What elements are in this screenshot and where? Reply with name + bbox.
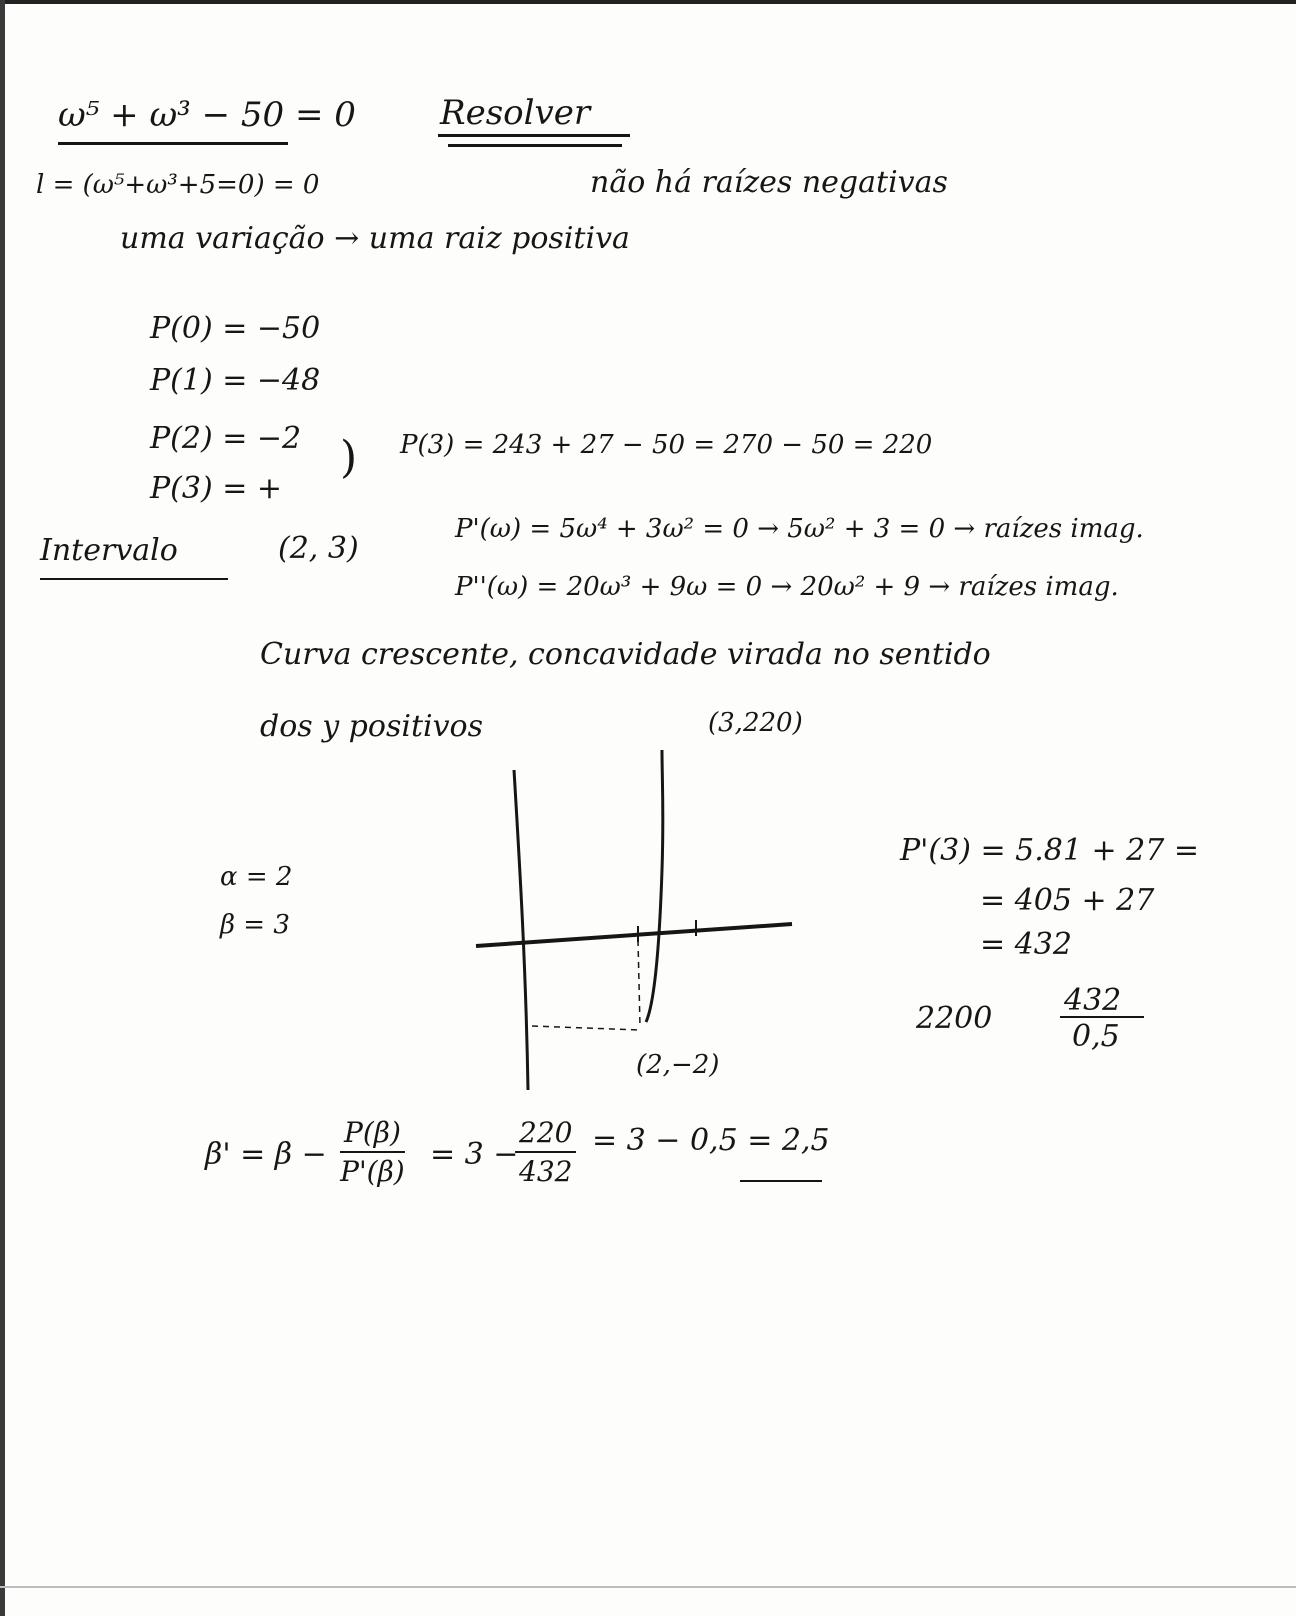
equation-underline [58, 142, 288, 145]
eval-p3-calc: P(3) = 243 + 27 − 50 = 270 − 50 = 220 [400, 430, 933, 460]
page-edge-top [0, 0, 1296, 4]
intro-lead-expression: l = (ω⁵+ω³+5=0) = 0 [36, 170, 320, 200]
newton-fraction-1-denominator: P'(β) [340, 1155, 405, 1188]
guide-lines [532, 940, 640, 1030]
newton-fraction-2-numerator: 220 [515, 1116, 576, 1153]
interval-value: (2, 3) [278, 531, 359, 566]
function-sketch [470, 750, 830, 1100]
curve [646, 750, 663, 1022]
side-calc-line-2: = 405 + 27 [980, 883, 1155, 918]
eval-p2: P(2) = −2 [150, 421, 302, 456]
intro-line-1: não há raízes negativas [590, 165, 948, 200]
page-edge-bottom [0, 1586, 1296, 1588]
point-top-label: (3,220) [708, 708, 803, 738]
resolver-underline-2 [448, 144, 622, 147]
interval-underline [40, 578, 228, 580]
side-calc-line-1: P'(3) = 5.81 + 27 = [900, 833, 1199, 868]
division-quotient: 0,5 [1072, 1019, 1120, 1054]
eval-p3: P(3) = + [150, 471, 283, 506]
beta-value: β = 3 [220, 910, 290, 940]
resolver-underline-1 [438, 134, 630, 137]
eval-bracket: ) [340, 432, 358, 483]
resolver-title: Resolver [440, 93, 591, 133]
equation-heading: ω⁵ + ω³ − 50 = 0 [58, 95, 356, 135]
intro-line-2: uma variação → uma raiz positiva [120, 221, 630, 256]
conclusion-line-2: dos y positivos [260, 709, 483, 744]
interval-label: Intervalo [40, 533, 178, 568]
point-bottom-label: (2,−2) [636, 1050, 720, 1080]
newton-fraction-1-numerator: P(β) [340, 1116, 405, 1153]
division-divisor: 432 [1064, 983, 1122, 1018]
newton-fraction-2 [515, 1116, 576, 1188]
eval-p0: P(0) = −50 [150, 311, 321, 346]
page-edge-left [0, 0, 5, 1616]
division-bar [1060, 1016, 1144, 1018]
newton-result-underline [740, 1180, 822, 1182]
newton-rhs: = 3 − 0,5 = 2,5 [592, 1123, 830, 1158]
eval-p1: P(1) = −48 [150, 363, 321, 398]
y-axis [514, 770, 528, 1090]
newton-lhs: β' = β − [205, 1137, 327, 1172]
first-derivative: P'(ω) = 5ω⁴ + 3ω² = 0 → 5ω² + 3 = 0 → raízes imag. [455, 514, 1144, 544]
newton-fraction-2-denominator: 432 [519, 1155, 573, 1188]
newton-mid: = 3 − [430, 1137, 519, 1172]
newton-fraction-1 [340, 1116, 405, 1188]
second-derivative: P''(ω) = 20ω³ + 9ω = 0 → 20ω² + 9 → raízes imag. [455, 572, 1119, 602]
conclusion-line-1: Curva crescente, concavidade virada no sentido [260, 637, 991, 672]
alpha-value: α = 2 [220, 862, 293, 892]
division-dividend: 2200 [916, 1001, 993, 1036]
side-calc-line-3: = 432 [980, 927, 1072, 962]
